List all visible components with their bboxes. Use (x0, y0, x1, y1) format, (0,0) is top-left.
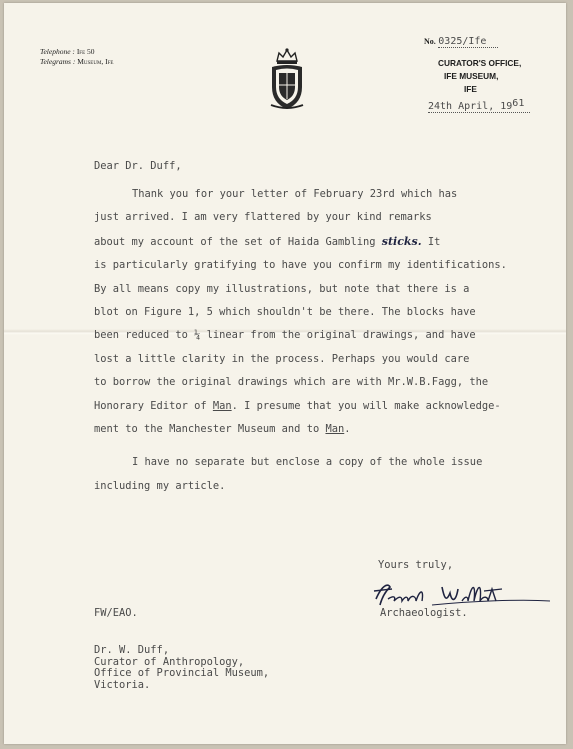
body-line: been reduced to ¼ linear from the original drawings, and have (94, 329, 476, 342)
body-line: lost a little clarity in the process. Perhaps you would care (94, 352, 470, 365)
telegrams-value: Museum, Ife (77, 57, 114, 66)
telegrams-line: Telegrams : Museum, Ife (40, 57, 114, 66)
telephone-value: Ife 50 (76, 47, 95, 56)
body-line: blot on Figure 1, 5 which shouldn't be there. The blocks have (94, 306, 476, 319)
body-line: Thank you for your letter of February 23rd which has (132, 188, 458, 200)
handwritten-insertion: sticks. (381, 234, 422, 248)
reference-initials: FW/EAO. (94, 607, 138, 619)
salutation: Dear Dr. Duff, (94, 160, 182, 172)
address-line: IFE MUSEUM, (444, 71, 499, 81)
recipient-line: Victoria. (94, 678, 151, 691)
letter-page (4, 3, 566, 744)
body-line: I have no separate but enclose a copy of the whole issue (132, 456, 483, 469)
recipient-line: Dr. W. Duff, (94, 644, 170, 656)
letter-body (94, 183, 564, 498)
recipient-line: Office of Provincial Museum, (94, 667, 270, 679)
signatory-role: Archaeologist. (380, 607, 468, 619)
body-line: is particularly gratifying to have you confirm my identifications. (94, 259, 507, 272)
letter-date-year: 61 (512, 98, 525, 109)
body-line: about my account of the set of Haida Gambling sticks. It (94, 234, 441, 248)
letter-date: 24th April, 1961 (428, 101, 530, 113)
body-line: to borrow the original drawings which are with Mr.W.B.Fagg, the (94, 376, 489, 389)
telephone-line: Telephone : Ife 50 (40, 47, 95, 56)
body-line: ment to the Manchester Museum and to Man. (94, 423, 351, 436)
journal-title-man: Man (212, 399, 232, 412)
body-line: Honorary Editor of Man. I presume that you will make acknowledge- (94, 399, 501, 412)
royal-coat-of-arms-icon (268, 47, 306, 113)
address-line: CURATOR'S OFFICE, (438, 58, 522, 68)
letterhead-contacts (40, 47, 114, 67)
journal-title-man: Man (325, 423, 345, 436)
letterhead-address (438, 57, 521, 96)
reference-number: No. 0325/Ife (424, 36, 498, 48)
body-line: By all means copy my illustrations, but note that there is a (94, 282, 470, 295)
reference-number-value: 0325/Ife (438, 36, 498, 48)
body-line: just arrived. I am very flattered by your kind remarks (94, 211, 432, 224)
handwritten-signature-icon (372, 579, 554, 609)
closing: Yours truly, (378, 559, 454, 571)
body-line: including my article. (94, 479, 226, 492)
address-line: IFE (464, 84, 477, 94)
recipient-line: Curator of Anthropology, (94, 655, 245, 668)
recipient-address (94, 645, 269, 691)
